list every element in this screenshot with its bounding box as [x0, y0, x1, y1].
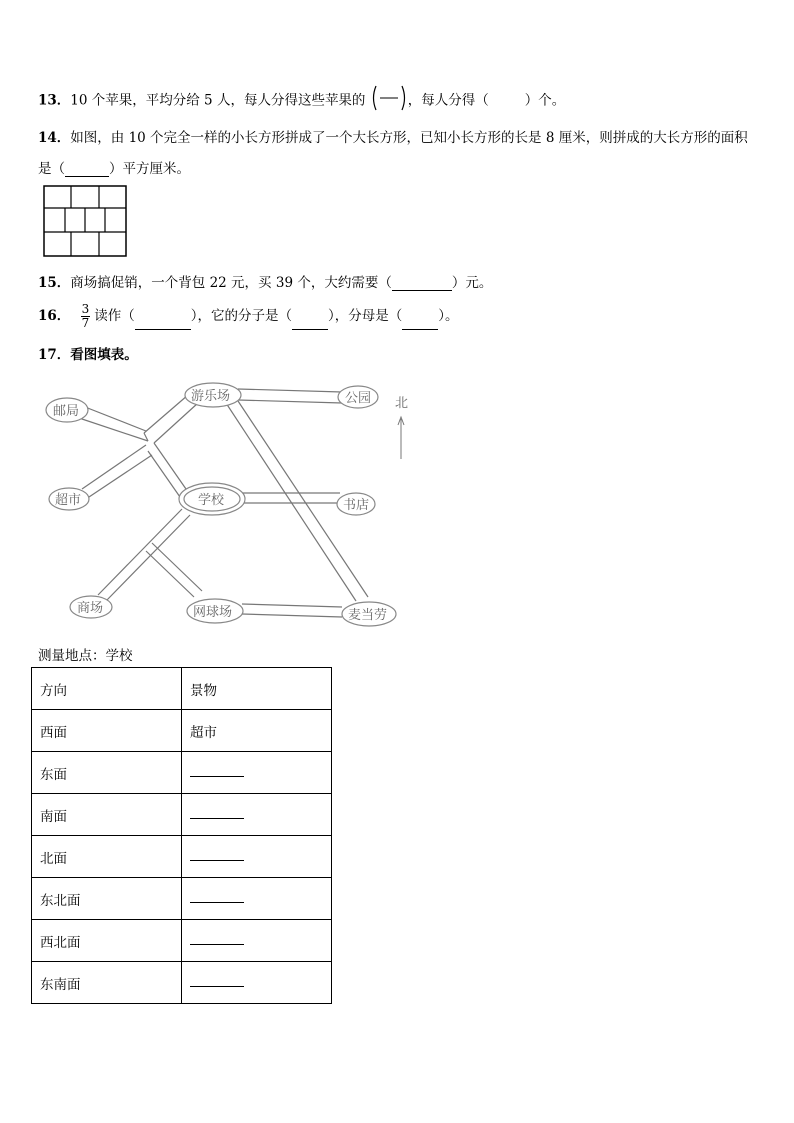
question-text: ）平方厘米。	[109, 161, 190, 177]
table-row	[32, 794, 332, 836]
question-text: ），它的分子是（	[190, 308, 292, 324]
road	[106, 515, 190, 601]
direction-cell: 南面	[32, 794, 182, 836]
landmark-cell[interactable]	[182, 878, 332, 920]
place-label: 商场	[77, 601, 104, 616]
fraction-blank	[370, 88, 408, 114]
place-school	[179, 483, 245, 515]
road	[152, 543, 202, 591]
question-14	[38, 126, 748, 146]
place-label: 麦当劳	[348, 608, 388, 623]
landmark-cell[interactable]	[182, 752, 332, 794]
road	[242, 604, 342, 607]
table-row	[32, 752, 332, 794]
question-text: 是（	[38, 161, 65, 177]
fraction	[81, 303, 91, 330]
place-label: 游乐场	[191, 389, 231, 404]
road	[154, 403, 198, 443]
header-direction: 方向	[32, 668, 182, 710]
answer-blank[interactable]	[135, 315, 191, 330]
question-16	[38, 303, 458, 330]
place-label: 学校	[198, 493, 225, 508]
landmark-cell[interactable]	[182, 962, 332, 1004]
direction-map	[38, 375, 418, 635]
place-bookstore	[337, 493, 375, 515]
place-label: 公园	[345, 391, 372, 406]
place-mcdonalds	[342, 602, 396, 626]
table-row	[32, 836, 332, 878]
question-text: ）元。	[451, 275, 493, 291]
answer-blank[interactable]	[190, 766, 244, 777]
answer-blank[interactable]	[402, 315, 438, 330]
place-tennis	[187, 599, 243, 623]
answer-blank[interactable]	[190, 892, 244, 903]
question-number: 14．	[38, 130, 71, 146]
fraction-numerator: 3	[81, 302, 90, 316]
landmark-cell[interactable]	[182, 794, 332, 836]
table-row	[32, 710, 332, 752]
place-label: 超市	[55, 493, 82, 508]
answer-blank[interactable]	[392, 276, 452, 291]
table-row	[32, 962, 332, 1004]
road	[146, 551, 194, 597]
question-15	[38, 271, 492, 291]
question-text: 商场搞促销，一个背包 22 元，买 39 个，大约需要（	[70, 275, 392, 291]
rectangle-grid-figure	[43, 185, 129, 259]
answer-blank[interactable]	[65, 162, 109, 177]
question-text: ）个。	[524, 92, 566, 109]
direction-cell: 西北面	[32, 920, 182, 962]
question-number: 17．	[38, 347, 71, 363]
road	[226, 403, 356, 601]
direction-cell: 东面	[32, 752, 182, 794]
table-header-row	[32, 668, 332, 710]
road	[238, 400, 342, 403]
direction-cell: 东南面	[32, 962, 182, 1004]
question-text: 10 个苹果，平均分给 5 人，每人分得这些苹果的	[70, 92, 366, 109]
question-text: ），分母是（	[327, 308, 403, 324]
question-number: 16．	[38, 308, 71, 324]
question-text: ，每人分得（	[407, 92, 489, 109]
question-17	[38, 343, 138, 363]
road	[238, 389, 342, 392]
road	[144, 395, 188, 433]
answer-blank[interactable]	[190, 850, 244, 861]
header-landmark: 景物	[182, 668, 332, 710]
answer-blank[interactable]	[292, 315, 328, 330]
question-number: 13．	[38, 92, 71, 109]
north-label: 北	[395, 396, 409, 411]
place-park	[338, 386, 378, 408]
answer-blank[interactable]	[190, 934, 244, 945]
road	[76, 417, 148, 441]
place-mall	[70, 596, 112, 618]
direction-cell: 北面	[32, 836, 182, 878]
question-text: 看图填表。	[70, 347, 138, 363]
fraction-denominator: 7	[81, 316, 90, 330]
landmark-cell[interactable]	[182, 920, 332, 962]
north-arrow	[395, 396, 408, 459]
place-label: 书店	[343, 498, 370, 513]
place-label: 网球场	[193, 605, 233, 620]
place-amusement	[185, 383, 241, 407]
question-14-line2	[38, 157, 190, 177]
road	[98, 509, 182, 595]
place-supermarket	[49, 488, 89, 510]
road	[86, 455, 152, 499]
question-number: 15．	[38, 275, 71, 291]
place-post-office	[46, 398, 88, 422]
direction-cell: 东北面	[32, 878, 182, 920]
direction-cell: 西面	[32, 710, 182, 752]
answer-blank[interactable]	[190, 808, 244, 819]
direction-table	[31, 667, 332, 1004]
landmark-cell[interactable]	[182, 836, 332, 878]
answer-blank[interactable]	[190, 976, 244, 987]
measurement-location-label: 测量地点：学校	[38, 648, 133, 664]
landmark-cell: 超市	[182, 710, 332, 752]
road	[82, 445, 146, 489]
place-label: 邮局	[53, 404, 80, 419]
table-row	[32, 920, 332, 962]
question-text: 读作（	[94, 308, 135, 324]
question-text: ）。	[438, 308, 459, 324]
road	[242, 614, 342, 617]
question-text: 如图，由 10 个完全一样的小长方形拼成了一个大长方形，已知小长方形的长是 8 厘米，则拼成的大长方形的面积	[70, 130, 748, 146]
road	[80, 405, 146, 431]
question-13	[38, 88, 565, 114]
table-row	[32, 878, 332, 920]
